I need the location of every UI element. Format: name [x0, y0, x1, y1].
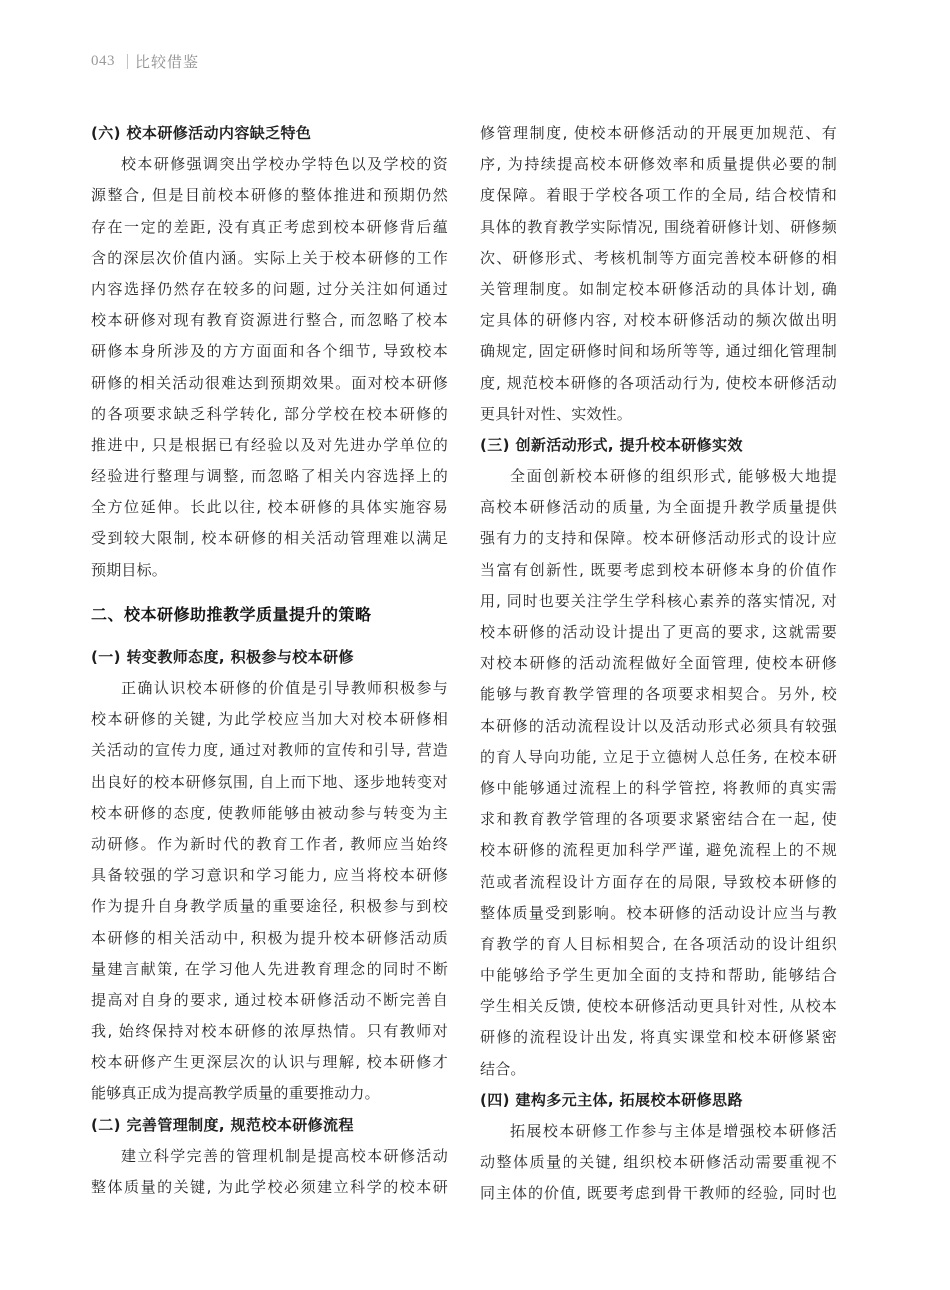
right-text-line: 校本研修的活动设计提出了更高的要求, 这就需要 — [480, 623, 837, 641]
subsection-heading: (六) 校本研修活动内容缺乏特色 — [91, 124, 312, 142]
right-text-line: 高校本研修活动的质量, 为全面提升教学质量提供 — [480, 498, 837, 517]
right-text-line: 同主体的价值, 既要考虑到骨干教师的经验, 同时也 — [480, 1184, 837, 1203]
right-text-line: 动整体质量的关键, 组织校本研修活动需要重视不 — [480, 1153, 837, 1172]
right-text-line: 育教学的育人目标相契合, 在各项活动的设计组织 — [480, 934, 837, 953]
left-text-line: 出良好的校本研修氛围, 自上而下地、逐步地转变对 — [91, 772, 448, 791]
right-text-line: 次、研修形式、考核机制等方面完善校本研修的相 — [480, 248, 837, 267]
right-text-line: 修管理制度, 使校本研修活动的开展更加规范、有 — [480, 124, 837, 142]
right-text-line: 中能够给予学生更加全面的支持和帮助, 能够结合 — [480, 966, 837, 985]
right-text-line: 的育人导向功能, 立足于立德树人总任务, 在校本研 — [480, 747, 837, 766]
left-text-line: 受到较大限制, 校本研修的相关活动管理难以满足 — [91, 529, 448, 548]
left-text-line: 含的深层次价值内涵。实际上关于校本研修的工作 — [91, 248, 448, 267]
running-header — [91, 48, 199, 74]
left-text-line: 推进中, 只是根据已有经验以及对先进办学单位的 — [91, 435, 448, 454]
right-text-line: 更具针对性、实效性。 — [480, 404, 633, 423]
right-text-line: 具体的教育教学实际情况, 围绕着研修计划、研修频 — [480, 217, 837, 236]
left-text-line: 本研修的相关活动中, 积极为提升校本研修活动质 — [91, 928, 448, 947]
right-text-line: 度, 规范校本研修的各项活动行为, 使校本研修活动 — [480, 373, 837, 392]
right-text-line: 结合。 — [480, 1059, 526, 1078]
right-text-line: 求和教育教学管理的各项要求紧密结合在一起, 使 — [480, 810, 837, 829]
section-heading: 二、校本研修助推教学质量提升的策略 — [91, 604, 372, 624]
left-text-line: 能够真正成为提高教学质量的重要推动力。 — [91, 1084, 380, 1103]
left-text-line: 研修本身所涉及的方方面面和各个细节, 导致校本 — [91, 342, 448, 361]
left-text-line: 作为提升自身教学质量的重要途径, 积极参与到校 — [91, 897, 448, 916]
page-number: 043 — [91, 52, 115, 69]
left-text-line: 校本研修的关键, 为此学校应当加大对校本研修相 — [91, 710, 448, 729]
left-text-line: 内容选择仍然存在较多的问题, 过分关注如何通过 — [91, 279, 448, 298]
left-text-line: 建立科学完善的管理机制是提高校本研修活动 — [121, 1146, 448, 1165]
right-text-line: 序, 为持续提高校本研修效率和质量提供必要的制 — [480, 155, 837, 174]
left-text-line: 经验进行整理与调整, 而忽略了相关内容选择上的 — [91, 467, 448, 486]
left-text-line: 校本研修的态度, 使教师能够由被动参与转变为主 — [91, 803, 448, 822]
right-text-line: 研修的流程设计出发, 将真实课堂和校本研修紧密 — [480, 1028, 837, 1047]
right-text-line: 对校本研修的活动流程做好全面管理, 使校本研修 — [480, 654, 837, 673]
right-text-line: 度保障。着眼于学校各项工作的全局, 结合校情和 — [480, 186, 837, 205]
left-text-line: 的各项要求缺乏科学转化, 部分学校在校本研修的 — [91, 404, 448, 423]
right-text-line: 当富有创新性, 既要考虑到校本研修本身的价值作 — [480, 560, 837, 579]
left-text-line: 关活动的宣传力度, 通过对教师的宣传和引导, 营造 — [91, 741, 448, 760]
right-text-line: 关管理制度。如制定校本研修活动的具体计划, 确 — [480, 279, 837, 298]
left-text-line: 校本研修对现有教育资源进行整合, 而忽略了校本 — [91, 311, 448, 330]
subsection-heading: (二) 完善管理制度, 规范校本研修流程 — [91, 1115, 354, 1134]
right-text-line: 本研修的活动流程设计以及活动形式必须具有较强 — [480, 716, 837, 735]
right-text-line: 确规定, 固定研修时间和场所等等, 通过细化管理制 — [480, 342, 837, 361]
left-text-line: 校本研修强调突出学校办学特色以及学校的资 — [121, 155, 448, 174]
left-text-line: 存在一定的差距, 没有真正考虑到校本研修背后蕴 — [91, 217, 448, 236]
right-text-line: 强有力的支持和保障。校本研修活动形式的设计应 — [480, 529, 837, 548]
left-text-line: 动研修。作为新时代的教育工作者, 教师应当始终 — [91, 834, 448, 853]
right-text-line: 全面创新校本研修的组织形式, 能够极大地提 — [510, 467, 837, 486]
subsection-heading: (三) 创新活动形式, 提升校本研修实效 — [480, 435, 743, 454]
right-text-line: 整体质量受到影响。校本研修的活动设计应当与教 — [480, 903, 837, 922]
right-text-line: 修中能够通过流程上的科学管控, 将教师的真实需 — [480, 778, 837, 797]
left-text-line: 全方位延伸。长此以往, 校本研修的具体实施容易 — [91, 498, 448, 517]
right-column — [480, 118, 837, 1210]
left-text-line: 我, 始终保持对校本研修的浓厚热情。只有教师对 — [91, 1022, 448, 1041]
left-text-line: 整体质量的关键, 为此学校必须建立科学的校本研 — [91, 1178, 448, 1196]
left-text-line: 量建言献策, 在学习他人先进教育理念的同时不断 — [91, 959, 448, 978]
left-text-line: 校本研修产生更深层次的认识与理解, 校本研修才 — [91, 1053, 448, 1072]
right-text-line: 校本研修的流程更加科学严谨, 避免流程上的不规 — [480, 841, 837, 860]
header-divider — [127, 54, 128, 69]
left-text-line: 具备较强的学习意识和学习能力, 应当将校本研修 — [91, 866, 448, 885]
right-text-line: 用, 同时也要关注学生学科核心素养的落实情况, 对 — [480, 591, 837, 610]
right-text-line: 能够与教育教学管理的各项要求相契合。另外, 校 — [480, 685, 837, 704]
left-text-line: 预期目标。 — [91, 560, 168, 579]
section-title: 比较借鉴 — [135, 52, 200, 71]
left-text-line: 正确认识校本研修的价值是引导教师积极参与 — [121, 679, 448, 697]
right-text-line: 范或者流程设计方面存在的局限, 导致校本研修的 — [480, 872, 837, 891]
left-text-line: 提高对自身的要求, 通过校本研修活动不断完善自 — [91, 990, 448, 1009]
subsection-heading: (一) 转变教师态度, 积极参与校本研修 — [91, 647, 354, 666]
right-text-line: 拓展校本研修工作参与主体是增强校本研修活 — [510, 1122, 837, 1140]
subsection-heading: (四) 建构多元主体, 拓展校本研修思路 — [480, 1090, 743, 1109]
right-text-line: 学生相关反馈, 使校本研修活动更具针对性, 从校本 — [480, 997, 837, 1016]
left-text-line: 源整合, 但是目前校本研修的整体推进和预期仍然 — [91, 186, 448, 205]
right-text-line: 定具体的研修内容, 对校本研修活动的频次做出明 — [480, 311, 837, 330]
left-text-line: 研修的相关活动很难达到预期效果。面对校本研修 — [91, 373, 448, 392]
left-column — [91, 118, 448, 1203]
